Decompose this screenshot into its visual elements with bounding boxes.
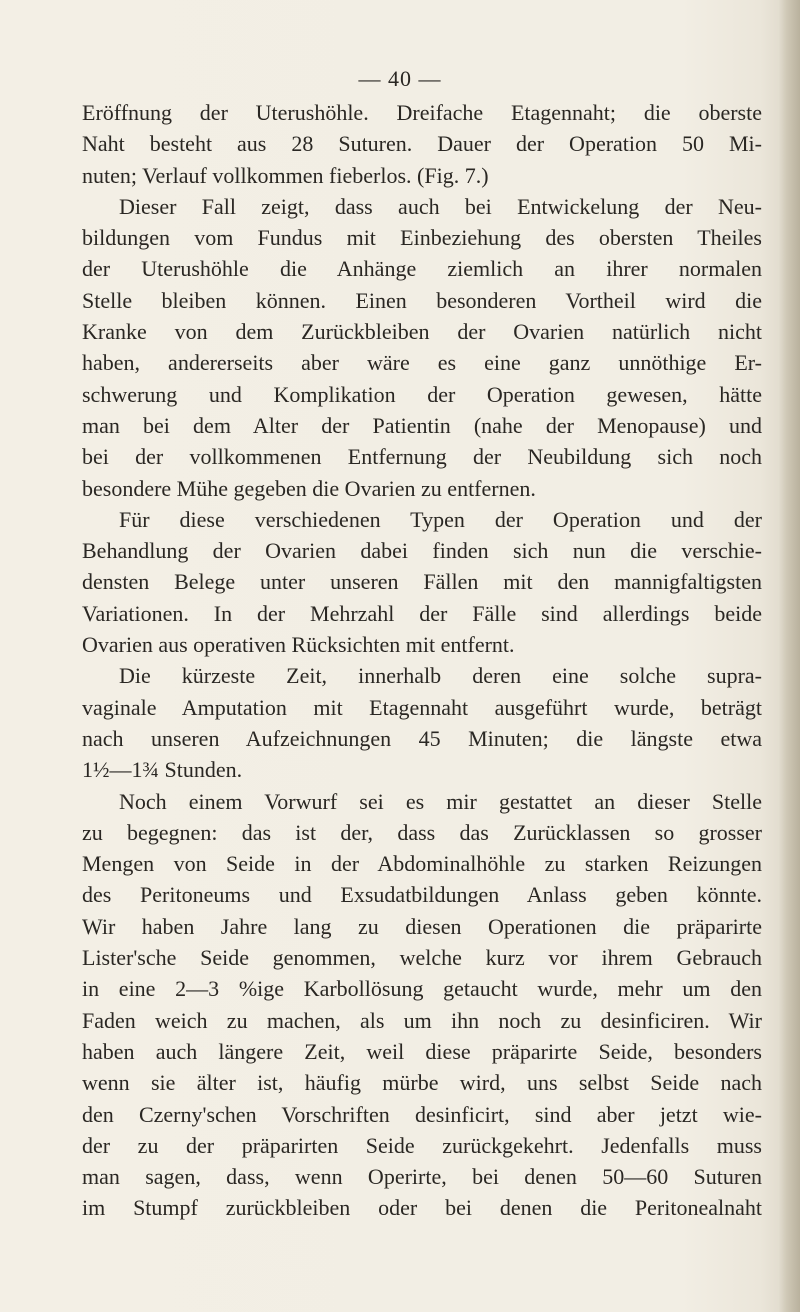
text-line: Dieser Fall zeigt, dass auch bei Entwickelung der Neu- <box>119 193 762 219</box>
page-spine-shadow <box>778 0 800 1312</box>
text-line: Ovarien aus operativen Rücksichten mit entfernt. <box>82 632 515 658</box>
text-line: in eine 2—3 %ige Karbollösung getaucht wurde, mehr um den <box>82 976 762 1002</box>
text-line: der zu der präparirten Seide zurückgekehrt. Jedenfalls muss <box>82 1132 762 1158</box>
text-line: haben, andererseits aber wäre es eine ganz unnöthige Er- <box>82 350 762 376</box>
text-line: Für diese verschiedenen Typen der Operation und der <box>119 506 762 532</box>
text-line: man bei dem Alter der Patientin (nahe der Menopause) und <box>82 412 762 438</box>
text-line: Behandlung der Ovarien dabei finden sich nun die verschie- <box>82 538 762 564</box>
text-line: Naht besteht aus 28 Suturen. Dauer der Operation 50 Mi- <box>82 131 762 157</box>
text-line: Die kürzeste Zeit, innerhalb deren eine solche supra- <box>119 663 762 689</box>
text-line: bei der vollkommenen Entfernung der Neubildung sich noch <box>82 444 762 470</box>
text-line: im Stumpf zurückbleiben oder bei denen die Peritonealnaht <box>82 1195 762 1221</box>
text-line: man sagen, dass, wenn Operirte, bei denen 50—60 Suturen <box>82 1164 762 1190</box>
page-number: — 40 — <box>358 66 442 91</box>
text-line: Variationen. In der Mehrzahl der Fälle sind allerdings beide <box>82 600 762 626</box>
text-line: densten Belege unter unseren Fällen mit den mannigfaltigsten <box>82 569 762 595</box>
text-line: haben auch längere Zeit, weil diese präparirte Seide, besonders <box>82 1038 762 1064</box>
body-text <box>82 97 762 1224</box>
text-line: wenn sie älter ist, häufig mürbe wird, uns selbst Seide nach <box>82 1070 762 1096</box>
text-line: besondere Mühe gegeben die Ovarien zu entfernen. <box>82 475 536 501</box>
text-line: vaginale Amputation mit Etagennaht ausgeführt wurde, beträgt <box>82 694 762 720</box>
text-line: schwerung und Komplikation der Operation gewesen, hätte <box>82 381 762 407</box>
text-line: Noch einem Vorwurf sei es mir gestattet an dieser Stelle <box>119 788 762 814</box>
text-line: Mengen von Seide in der Abdominalhöhle zu starken Reizungen <box>82 851 762 877</box>
text-line: nuten; Verlauf vollkommen fieberlos. (Fig. 7.) <box>82 162 489 188</box>
text-line: Wir haben Jahre lang zu diesen Operationen die präparirte <box>82 913 762 939</box>
text-line: Eröffnung der Uterushöhle. Dreifache Etagennaht; die oberste <box>82 100 762 125</box>
text-line: des Peritoneums und Exsudatbildungen Anlass geben könnte. <box>82 882 762 908</box>
text-line: Faden weich zu machen, als um ihn noch zu desinficiren. Wir <box>82 1007 762 1033</box>
text-line: zu begegnen: das ist der, dass das Zurücklassen so grosser <box>82 819 762 845</box>
text-line: Kranke von dem Zurückbleiben der Ovarien natürlich nicht <box>82 319 762 345</box>
text-line: Stelle bleiben können. Einen besonderen Vortheil wird die <box>82 287 762 313</box>
text-line: den Czerny'schen Vorschriften desinficirt, sind aber jetzt wie- <box>82 1101 762 1127</box>
text-line: 1½—1¾ Stunden. <box>82 757 243 783</box>
text-line: nach unseren Aufzeichnungen 45 Minuten; die längste etwa <box>82 725 762 751</box>
text-line: der Uterushöhle die Anhänge ziemlich an ihrer normalen <box>82 256 762 282</box>
text-line: Lister'sche Seide genommen, welche kurz vor ihrem Gebrauch <box>82 945 762 971</box>
text-line: bildungen vom Fundus mit Einbeziehung des obersten Theiles <box>82 225 762 251</box>
